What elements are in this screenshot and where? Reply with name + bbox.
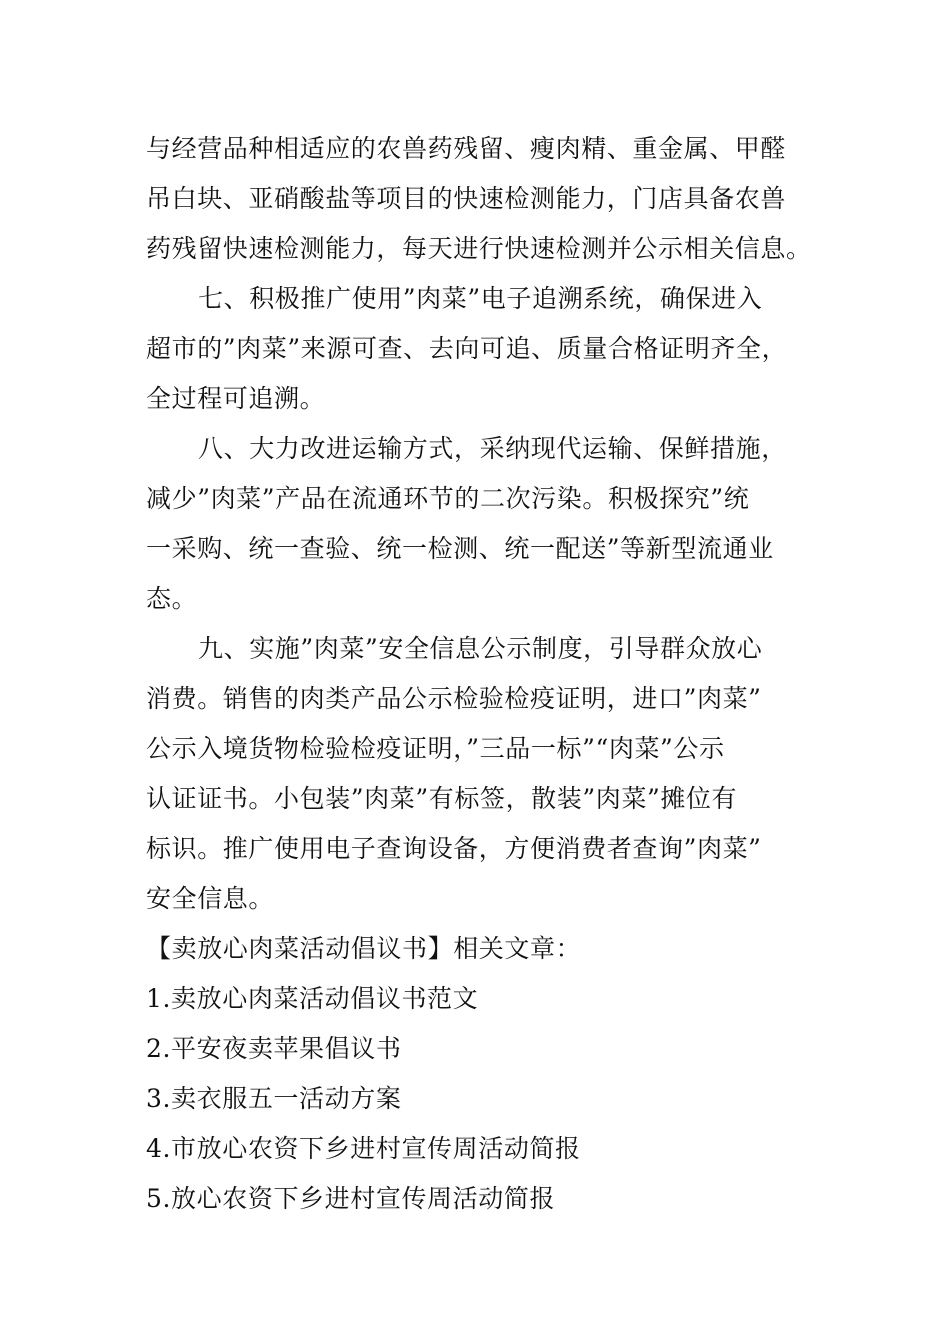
paragraph-continuation <box>146 124 836 274</box>
related-articles <box>146 924 836 1224</box>
text-line: 吊白块、亚硝酸盐等项目的快速检测能力，门店具备农兽 <box>146 184 787 213</box>
text-line: 九、实施”肉菜”安全信息公示制度，引导群众放心 <box>198 634 763 663</box>
text-line: 超市的”肉菜”来源可查、去向可追、质量合格证明齐全， <box>146 334 788 363</box>
text-line: 消费。销售的肉类产品公示检验检疫证明，进口”肉菜” <box>146 684 762 713</box>
text-line: 与经营品种相适应的农兽药残留、瘦肉精、重金属、甲醛 <box>146 134 787 163</box>
text-line: 全过程可追溯。 <box>146 384 326 413</box>
text-line: 八、大力改进运输方式，采纳现代运输、保鲜措施， <box>198 434 787 463</box>
text-line: 认证证书。小包装”肉菜”有标签，散装”肉菜”摊位有 <box>146 784 738 813</box>
related-articles-heading: 【卖放心肉菜活动倡议书】相关文章： <box>146 934 582 963</box>
related-article-link[interactable]: 5.放心农资下乡进村宣传周活动简报 <box>146 1184 556 1213</box>
related-article-link[interactable]: 4.市放心农资下乡进村宣传周活动简报 <box>146 1134 581 1163</box>
text-line: 安全信息。 <box>146 884 275 913</box>
text-line: 一采购、统一查验、统一检测、统一配送”等新型流通业 <box>146 534 774 563</box>
paragraph-item-7 <box>146 274 836 424</box>
text-line: 态。 <box>146 584 198 613</box>
text-line: 标识。推广使用电子查询设备，方便消费者查询”肉菜” <box>146 834 762 863</box>
paragraph-item-8 <box>146 424 836 624</box>
related-article-link[interactable]: 1.卖放心肉菜活动倡议书范文 <box>146 984 479 1013</box>
text-line: 药残留快速检测能力，每天进行快速检测并公示相关信息。 <box>146 234 812 263</box>
paragraph-item-9 <box>146 624 836 924</box>
text-line: 公示入境货物检验检疫证明，”三品一标”“肉菜”公示 <box>146 734 725 763</box>
related-article-link[interactable]: 3.卖衣服五一活动方案 <box>146 1084 402 1113</box>
document-content <box>146 124 836 1224</box>
text-line: 七、积极推广使用”肉菜”电子追溯系统，确保进入 <box>198 284 763 313</box>
text-line: 减少”肉菜”产品在流通环节的二次污染。积极探究”统 <box>146 484 750 513</box>
related-article-link[interactable]: 2.平安夜卖苹果倡议书 <box>146 1034 402 1063</box>
